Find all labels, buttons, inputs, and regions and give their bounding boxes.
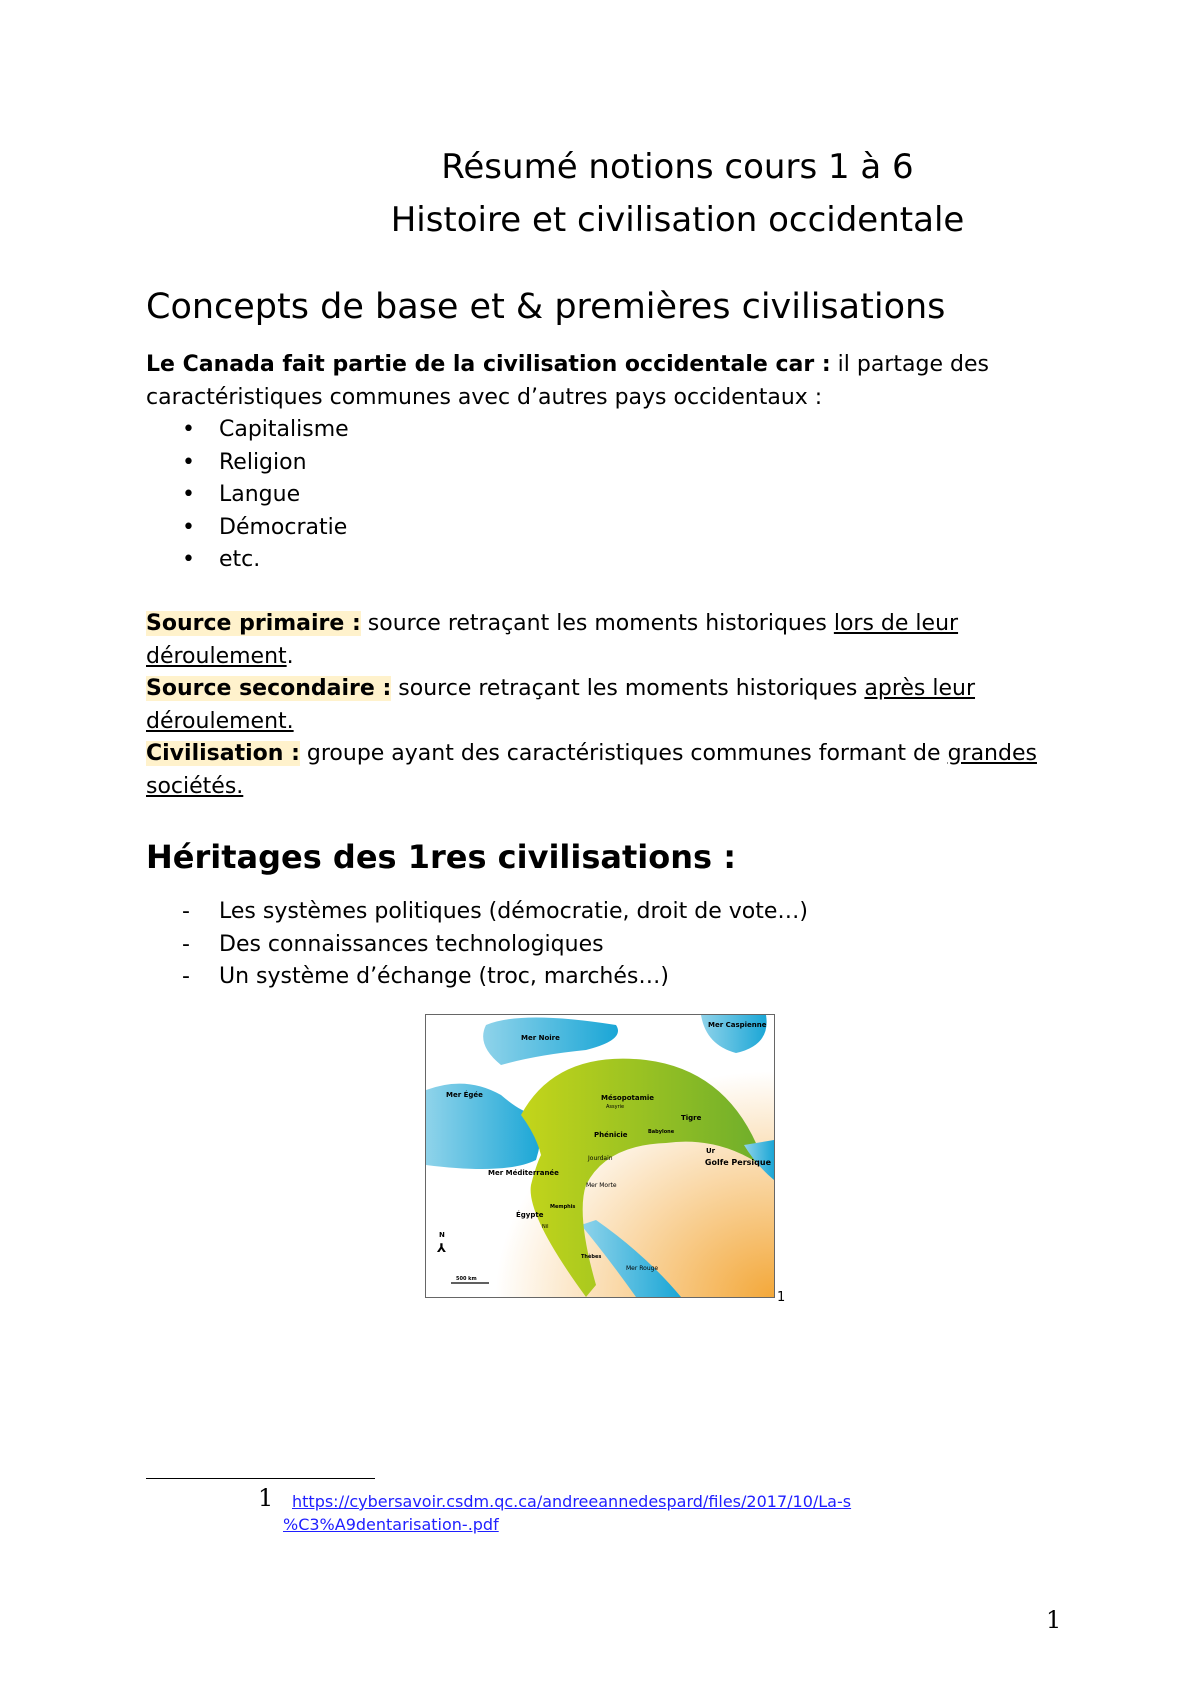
definition-term: Source secondaire :: [146, 676, 392, 701]
bullet-marker: •: [182, 449, 195, 475]
intro-text: il partage des caractéristiques communes avec d’autres pays occidentaux :: [146, 352, 989, 410]
bullet-list: [146, 414, 1066, 577]
north-arrow-icon: ⅄: [437, 1241, 447, 1255]
list-item-text: etc.: [219, 547, 261, 572]
definition-text: groupe ayant des caractéristiques communes formant de: [299, 741, 948, 766]
fertile-crescent-map: [425, 1014, 775, 1298]
map-label: Golfe Persique: [704, 1158, 771, 1167]
list-item-text: Démocratie: [219, 514, 348, 540]
list-item: [146, 929, 1066, 962]
map-label: Memphis: [550, 1204, 576, 1210]
intro-paragraph: [146, 349, 1066, 577]
doc-subtitle: Histoire et civilisation occidentale: [390, 200, 965, 240]
map-label: Mer Rouge: [626, 1265, 659, 1272]
list-item-text: Capitalisme: [219, 417, 349, 442]
map-label: Mer Morte: [586, 1182, 617, 1189]
definition-text: source retraçant les moments historiques: [391, 676, 865, 701]
map-label: Ur: [706, 1147, 716, 1155]
scale-label: 500 km: [456, 1276, 477, 1282]
footnote-number: 1: [258, 1484, 274, 1512]
north-arrow-label: N: [439, 1231, 445, 1239]
section-heading-heritages: Héritages des 1res civilisations :: [146, 838, 737, 876]
map-label: Tigre: [681, 1114, 702, 1122]
footnote-separator: [146, 1478, 375, 1479]
bullet-marker: •: [182, 482, 195, 507]
list-item: [146, 512, 1066, 545]
map-label: Mésopotamie: [601, 1094, 655, 1102]
footnote-link[interactable]: [283, 1490, 912, 1536]
map-label: Jourdain: [588, 1155, 613, 1162]
dash-marker: -: [182, 931, 190, 957]
map-label: Babylone: [648, 1129, 675, 1135]
dash-marker: -: [182, 899, 190, 924]
definition-source-primaire: [146, 608, 1066, 673]
list-item-text: Langue: [219, 482, 301, 507]
doc-title: Résumé notions cours 1 à 6: [441, 147, 914, 187]
map-label: Thèbes: [581, 1254, 602, 1260]
map-label: Mer Noire: [521, 1034, 560, 1042]
map-label: Égypte: [516, 1211, 544, 1219]
list-item-text: Des connaissances technologiques: [219, 931, 604, 957]
definition-underlined: grandes sociétés.: [146, 741, 1037, 799]
page-number: 1: [1046, 1606, 1062, 1634]
list-item: [146, 414, 1066, 447]
intro-bold: Le Canada fait partie de la civilisation occidentale car :: [146, 352, 831, 377]
map-footnote-ref: 1: [777, 1290, 786, 1305]
map-label: Mer Caspienne: [708, 1021, 767, 1029]
list-item-text: Les systèmes politiques (démocratie, droit de vote…): [219, 899, 808, 924]
section-heading: Concepts de base et & premières civilisations: [146, 287, 946, 327]
list-item: [146, 544, 1066, 577]
definition-civilisation: [146, 738, 1066, 803]
bullet-marker: •: [182, 417, 195, 442]
bullet-marker: •: [182, 514, 195, 540]
definition-source-secondaire: [146, 673, 1066, 738]
map-label: Mer Méditerranée: [488, 1169, 559, 1177]
definitions: [146, 608, 1066, 803]
definition-tail: .: [286, 643, 294, 669]
map-label: Nil: [542, 1224, 549, 1230]
map-label: Mer Égée: [446, 1091, 483, 1099]
definition-underlined: après leur déroulement.: [146, 676, 976, 734]
definition-term: Source primaire :: [146, 611, 361, 636]
bullet-marker: •: [182, 547, 195, 572]
list-item-text: Un système d’échange (troc, marchés…): [219, 964, 669, 989]
footnote-link-line2[interactable]: %C3%A9dentarisation-.pdf: [283, 1515, 499, 1534]
dash-marker: -: [182, 964, 190, 989]
list-item: [146, 961, 1066, 994]
list-item: [146, 479, 1066, 512]
list-item-text: Religion: [219, 449, 307, 475]
list-item: [146, 447, 1066, 480]
map-label: Phénicie: [594, 1131, 628, 1139]
map-label: Assyrie: [606, 1104, 625, 1110]
dash-list: [146, 896, 1066, 994]
list-item: [146, 896, 1066, 929]
definition-term: Civilisation :: [146, 741, 300, 766]
definition-text: source retraçant les moments historiques: [360, 611, 834, 636]
footnote-link-line1[interactable]: https://cybersavoir.csdm.qc.ca/andreeannedespard/files/2017/10/La-s: [292, 1492, 852, 1511]
definition-underlined: lors de leur déroulement: [146, 611, 959, 669]
